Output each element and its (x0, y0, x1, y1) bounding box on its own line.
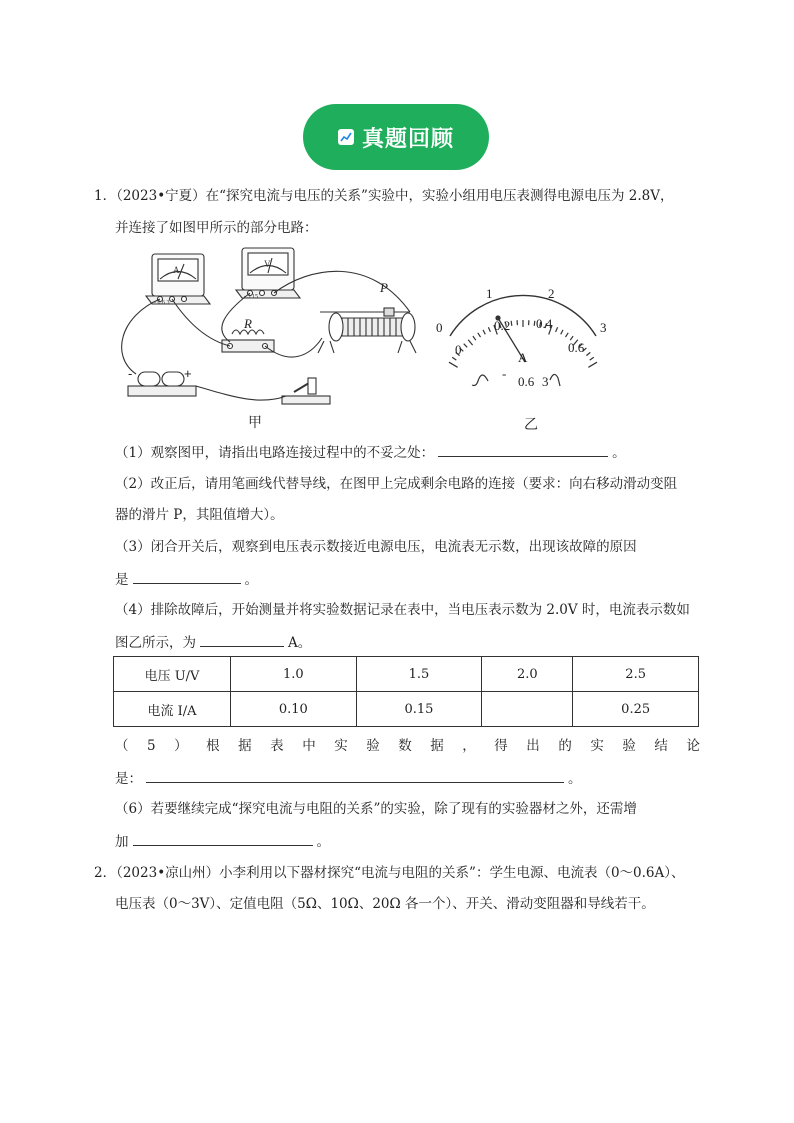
table-cell: 电压 U/V (114, 657, 231, 692)
q1-part4-line1: （4）排除故障后，开始测量并将实验数据记录在表中，当电压表示数为 2.0V 时，电流表示数如 (115, 602, 690, 618)
voltmeter-face-label: V (264, 259, 271, 269)
q2-stem-line1: 2．（2023•凉山州）小李利用以下器材探究“电流与电阻的关系”：学生电源、电流表（0～0.6A）、 (94, 865, 685, 881)
meter-unit-label: A (518, 350, 528, 365)
q1-stem-line2: 并连接了如图甲所示的部分电路： (115, 220, 318, 236)
chart-icon (338, 129, 354, 145)
token: 的 (558, 738, 572, 754)
q1-part6-line2 (115, 830, 330, 852)
token: 表 (270, 738, 284, 754)
data-table (113, 656, 699, 727)
section-badge (303, 104, 489, 170)
section-title: 真题回顾 (361, 126, 454, 152)
table-cell: 2.5 (573, 657, 699, 692)
dial-tick (588, 362, 597, 367)
dial-tick (468, 340, 472, 345)
meter-terminal-0-6: 0.6 (518, 374, 535, 389)
scale-top-3: 3 (600, 320, 607, 335)
q1-part3-line2 (115, 568, 258, 590)
dial-tick (483, 330, 485, 334)
q1-part2-line2: 器的滑片 P，其阻值增大）。 (115, 507, 284, 523)
table-cell: 电流 I/A (114, 692, 231, 727)
dial-tick (464, 344, 468, 348)
q2-stem-line2: 电压表（0～3V）、定值电阻（5Ω、10Ω、20Ω 各一个）、开关、滑动变阻器和导线若干。 (115, 896, 655, 912)
q1-part6-line1: （6）若要继续完成“探究电流与电阻的关系”的实验，除了现有的实验器材之外，还需增 (115, 801, 637, 817)
token: 验 (366, 738, 380, 754)
dial-tick (566, 333, 569, 337)
table-cell: 0.15 (356, 692, 482, 727)
token: 根 (206, 738, 220, 754)
token: 中 (302, 738, 316, 754)
dial-tick (561, 330, 563, 334)
token: 得 (494, 738, 508, 754)
voltmeter-terminal-labels: - 3 15 (244, 294, 258, 300)
q1-part3-line1: （3）闭合开关后，观察到电压表示数接近电源电压，电流表无示数，出现该故障的原因 (115, 539, 637, 555)
q1-part5-text: 是： (115, 771, 142, 787)
battery-minus-label: - (128, 366, 133, 381)
q1-part4-text: 图乙所示，为 (115, 635, 196, 651)
q1-part2-line1: （2）改正后，请用笔画线代替导线，在图甲上完成剩余电路的连接（要求：向右移动滑动变阻 (115, 476, 678, 492)
scale-bottom-3: 0.6 (568, 340, 585, 355)
scale-top-1: 1 (486, 286, 493, 301)
scale-bottom-1: 0.2 (494, 318, 511, 333)
circuit-diagram (110, 246, 630, 436)
dial-tick (590, 357, 594, 360)
battery-plus-label: + (184, 366, 192, 381)
q1-part6-end: 。 (316, 834, 330, 850)
dial-tick (452, 357, 456, 360)
q1-part6-blank[interactable] (133, 830, 313, 846)
q1-part3-text: 是 (115, 572, 129, 588)
ammeter-face-label: A (173, 265, 180, 275)
token: 数 (398, 738, 412, 754)
dial-tick (488, 327, 490, 332)
q1-part3-blank[interactable] (133, 568, 241, 584)
table-cell: 0.25 (573, 692, 699, 727)
q1-part4-line2 (115, 631, 311, 653)
dial-tick (556, 327, 558, 332)
q1-part5-line1 (115, 736, 700, 756)
token: 5 (147, 738, 156, 754)
figure-jia-label: 甲 (248, 415, 262, 431)
circuit-figure (110, 246, 630, 436)
scale-top-0: 0 (436, 320, 443, 335)
token: 实 (334, 738, 348, 754)
table-cell: 2.0 (482, 657, 573, 692)
token: 验 (622, 738, 636, 754)
token: ） (174, 738, 188, 754)
dial-tick (586, 352, 590, 355)
table-cell: 0.10 (231, 692, 357, 727)
token: （ (115, 738, 129, 754)
ammeter-terminal-labels: - 0.6 3 (154, 300, 170, 306)
token: 结 (654, 738, 668, 754)
meter-terminal-minus: - (502, 366, 507, 381)
figure-yi-label: 乙 (524, 417, 538, 433)
table-row (114, 657, 699, 692)
dial-tick (473, 336, 476, 340)
q1-part5-end: 。 (568, 771, 582, 787)
q1-part5-blank[interactable] (146, 767, 564, 783)
scale-bottom-2: 0.4 (536, 316, 553, 331)
q1-part1-text: （1）观察图甲，请指出电路连接过程中的不妥之处： (115, 445, 435, 461)
meter-terminal-3: 3 (542, 374, 549, 389)
dial-tick (478, 333, 481, 337)
q1-part4-end: A。 (288, 635, 312, 651)
table-cell: 1.0 (231, 657, 357, 692)
token: 论 (686, 738, 700, 754)
token: 据 (238, 738, 252, 754)
token: 实 (590, 738, 604, 754)
dial-tick (511, 321, 512, 326)
q1-part1 (115, 441, 626, 463)
scale-bottom-0: 0 (455, 342, 462, 357)
table-cell-empty[interactable] (482, 692, 573, 727)
table-row (114, 692, 699, 727)
slider-label: P (380, 280, 388, 295)
q1-part1-end: 。 (612, 445, 626, 461)
token: ， (462, 738, 476, 754)
q1-part1-blank[interactable] (438, 441, 608, 457)
q1-stem-line1: 1．（2023•宁夏）在“探究电流与电压的关系”实验中，实验小组用电压表测得电源电压为 2.8V， (94, 188, 674, 204)
scale-top-2: 2 (548, 286, 555, 301)
q1-part3-end: 。 (244, 572, 258, 588)
q1-part4-blank[interactable] (200, 631, 284, 647)
dial-tick (534, 321, 535, 326)
resistor-label: R (244, 316, 252, 331)
dial-tick (449, 362, 458, 367)
token: 出 (526, 738, 540, 754)
q1-part5-line2 (115, 767, 582, 789)
token: 据 (430, 738, 444, 754)
table-cell: 1.5 (356, 657, 482, 692)
q1-part6-text: 加 (115, 834, 129, 850)
